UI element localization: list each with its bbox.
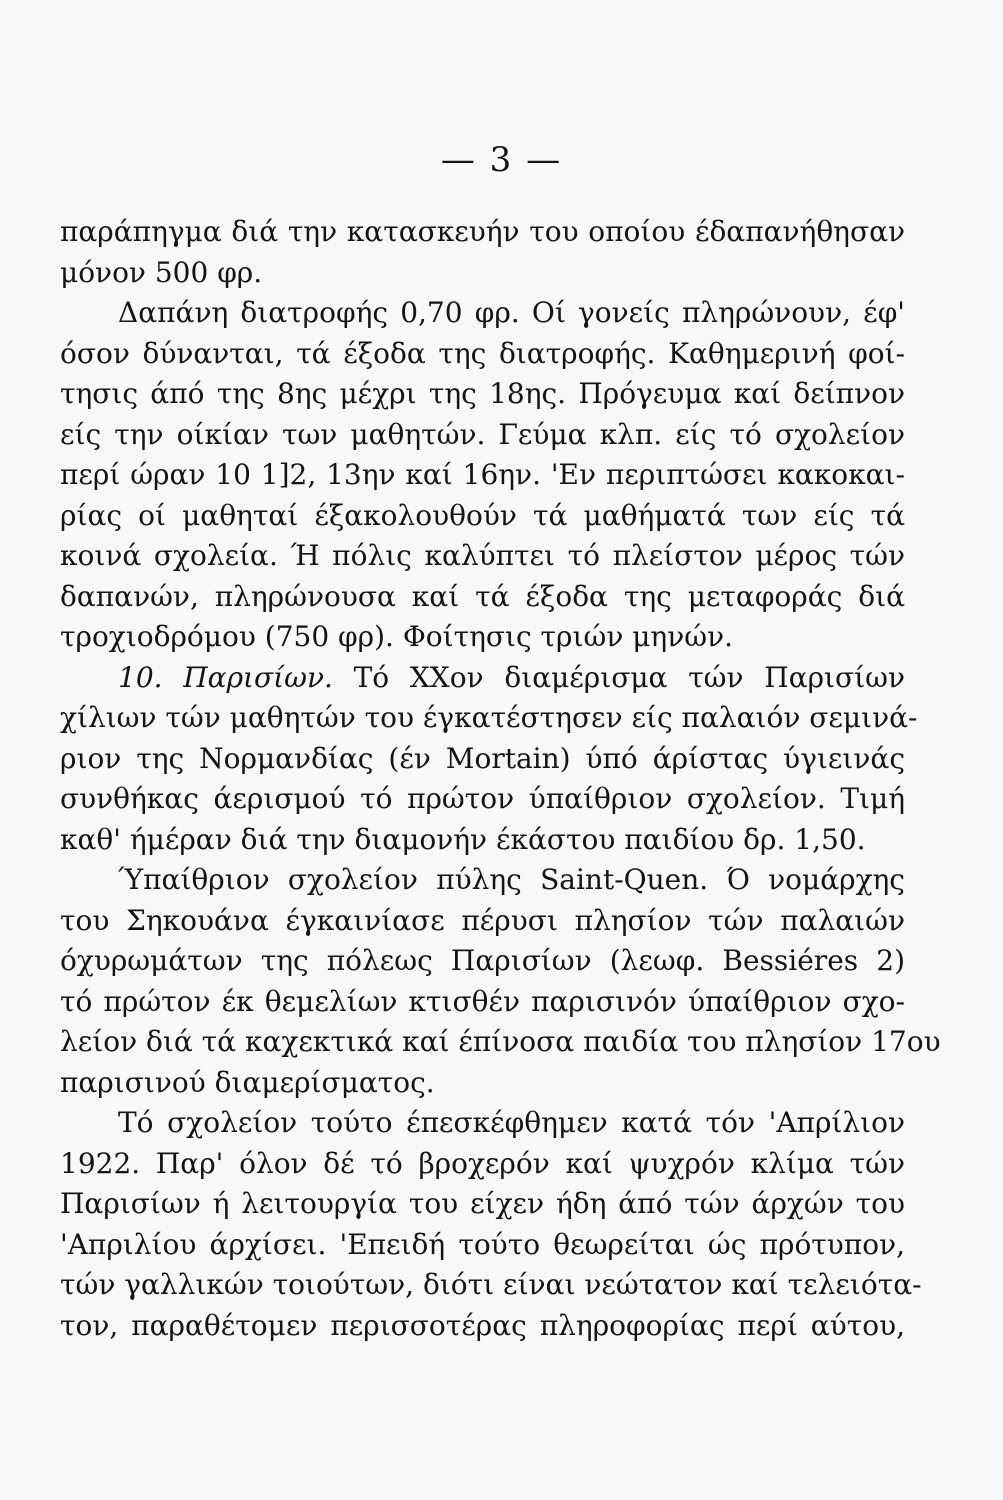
page-number: — 3 — <box>440 140 563 180</box>
paragraph <box>60 860 941 1103</box>
text-line: όχυρωμάτων της πόλεως Παρισίων (λεωφ. Bessiéres 2) <box>60 944 905 977</box>
body-text <box>60 212 941 1346</box>
paragraph <box>60 293 905 658</box>
text-line: Δαπάνη διατροφής 0,70 φρ. Οί γονείς πληρώνουν, έφ' <box>118 296 905 329</box>
paragraph <box>60 1103 922 1346</box>
text-line: ρίας οί μαθηταί έξακολουθούν τά μαθήματά των είς τά <box>60 498 905 532</box>
section-heading: 10. Παρισίων. <box>118 660 333 694</box>
text-line: περί ώραν 10 1]2, 13ην καί 16ην. 'Εν περιπτώσει κακοκαι- <box>60 458 905 491</box>
text-line: καθ' ήμέραν διά την διαμονήν έκάστου παιδίου δρ. 1,50. <box>60 822 866 856</box>
text-line: 'Απριλίου άρχίσει. 'Επειδή τούτο θεωρείται ώς πρότυπον, <box>60 1227 905 1261</box>
text-line: Τό σχολείον τούτο έπεσκέφθημεν κατά τόν 'Απρίλιον <box>118 1106 905 1139</box>
text-line: συνθήκας άερισμού τό πρώτον ύπαίθριον σχολείον. Τιμή <box>60 782 905 815</box>
paragraph <box>60 658 918 861</box>
text-line: τροχιοδρόμου (750 φρ). Φοίτησις τριών μηνών. <box>60 620 733 653</box>
text-line: χίλιων τών μαθητών του έγκατέστησεν είς παλαιόν σεμινά- <box>60 701 918 734</box>
text-line: κοινά σχολεία. Ή πόλις καλύπτει τό πλείστον μέρος τών <box>60 539 905 572</box>
text-line: δαπανών, πληρώνουσα καί τά έξοδα της μεταφοράς διά <box>60 579 905 613</box>
text-line <box>60 658 905 699</box>
text-line: τον, παραθέτομεν περισσοτέρας πληροφορίας περί αύτου, <box>60 1308 905 1342</box>
text-line: Παρισίων ή λειτουργία του είχεν ήδη άπό τών άρχών του <box>60 1187 905 1220</box>
text-line: παράπηγμα διά την κατασκευήν του οποίου έδαπανήθησαν <box>60 215 905 248</box>
text-line: τησις άπό της 8ης μέχρι της 18ης. Πρόγευμα καί δείπνον <box>60 377 905 410</box>
text-line: λείον διά τά καχεκτικά καί έπίνοσα παιδία του πλησίον 17ου <box>60 1025 941 1058</box>
text-line: ριον της Νορμανδίας (έν Mortain) ύπό άρίστας ύγιεινάς <box>60 741 905 775</box>
paragraph <box>60 212 905 293</box>
text-line: τό πρώτον έκ θεμελίων κτισθέν παρισινόν ύπαίθριον σχο- <box>60 984 905 1018</box>
text-line: Ύπαίθριον σχολείον πύλης Saint-Quen. Ό νομάρχης <box>118 863 905 896</box>
text-line: του Σηκουάνα έγκαινίασε πέρυσι πλησίον τών παλαιών <box>60 903 905 937</box>
text-line: τών γαλλικών τοιούτων, διότι είναι νεώτατον καί τελειότα- <box>60 1268 922 1301</box>
text-line-part: Τό XXον διαμέρισμα τών Παρισίων <box>353 660 905 694</box>
text-line: 1922. Παρ' όλον δέ τό βροχερόν καί ψυχρόν κλίμα τών <box>60 1146 905 1180</box>
text-line: όσον δύνανται, τά έξοδα της διατροφής. Καθημερινή φοί- <box>60 336 905 370</box>
text-line: μόνον 500 φρ. <box>60 255 263 289</box>
text-line: παρισινού διαμερίσματος. <box>60 1065 435 1099</box>
text-line: είς την οίκίαν των μαθητών. Γεύμα κλπ. είς τό σχολείον <box>60 417 905 451</box>
